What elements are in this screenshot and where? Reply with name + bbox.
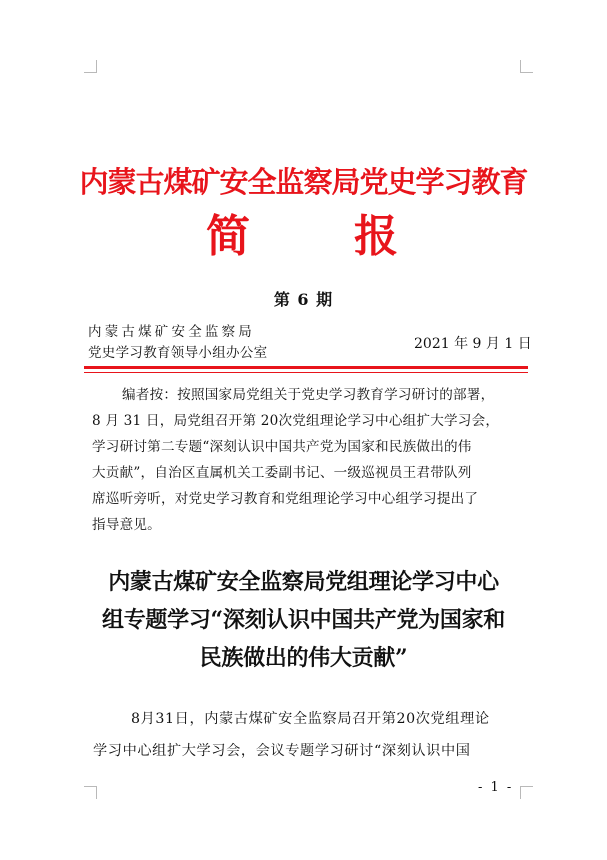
page-number: - 1 - xyxy=(478,780,514,795)
editor-note-line: 学习研讨第二专题“深刻认识中国共产党为国家和民族做出的伟 xyxy=(92,439,472,455)
article-title-line: 民族做出的伟大贡献” xyxy=(199,645,408,671)
bulletin-title-char-1: 简 xyxy=(206,211,250,262)
crop-mark-bottom-left xyxy=(84,786,97,799)
bulletin-masthead-title: 内蒙古煤矿安全监察局党史学习教育 xyxy=(79,165,528,199)
bulletin-title-char-2: 报 xyxy=(354,211,398,262)
red-divider-thin xyxy=(84,372,528,373)
red-divider-thick xyxy=(84,366,528,369)
issuer-line-2: 党史学习教育领导小组办公室 xyxy=(88,345,268,361)
editor-note-line: 席巡听旁听，对党史学习教育和党组理论学习中心组学习提出了 xyxy=(92,491,479,507)
article-title-line: 组专题学习“深刻认识中国共产党为国家和 xyxy=(102,607,505,633)
crop-mark-bottom-right xyxy=(520,786,533,799)
editor-note-line: 指导意见。 xyxy=(92,517,161,533)
article-title-line: 内蒙古煤矿安全监察局党组理论学习中心 xyxy=(108,569,499,595)
issuer-line-1: 内蒙古煤矿安全监察局 xyxy=(88,324,255,340)
editor-note-line: 8 月 31 日，局党组召开第 20次党组理论学习中心组扩大学习会， xyxy=(92,413,500,429)
article-body-line: 8月31日，内蒙古煤矿安全监察局召开第20次党组理论 xyxy=(131,711,490,727)
crop-mark-top-left xyxy=(84,60,97,73)
issue-number: 第 6 期 xyxy=(273,290,334,309)
article-body-line: 学习中心组扩大学习会，会议专题学习研讨“深刻认识中国 xyxy=(93,743,471,759)
crop-mark-top-right xyxy=(520,60,533,73)
editor-note-line: 大贡献”，自治区直属机关工委副书记、一级巡视员王君带队列 xyxy=(92,465,472,481)
issue-date: 2021 年 9 月 1 日 xyxy=(414,336,532,352)
editor-note-line: 编者按：按照国家局党组关于党史学习教育学习研讨的部署， xyxy=(122,387,495,403)
